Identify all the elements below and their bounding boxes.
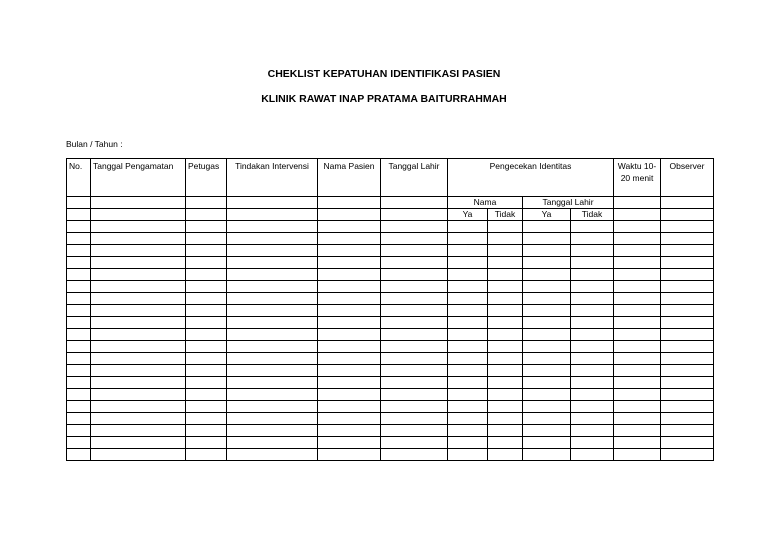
header-cell-blank — [614, 209, 661, 221]
table-cell — [488, 317, 523, 329]
header-cell-blank — [318, 197, 381, 209]
table-cell — [381, 365, 448, 377]
table-cell — [661, 245, 714, 257]
table-cell — [661, 293, 714, 305]
table-cell — [318, 245, 381, 257]
table-cell — [571, 305, 614, 317]
table-cell — [488, 281, 523, 293]
header-waktu: Waktu 10-20 menit — [614, 159, 661, 197]
table-cell — [488, 353, 523, 365]
table-cell — [523, 233, 571, 245]
table-cell — [614, 365, 661, 377]
table-cell — [67, 389, 91, 401]
table-cell — [448, 449, 488, 461]
table-cell — [661, 413, 714, 425]
table-row — [67, 293, 714, 305]
table-row — [67, 353, 714, 365]
table-cell — [488, 341, 523, 353]
table-cell — [91, 341, 186, 353]
header-cell-blank — [614, 197, 661, 209]
table-cell — [67, 329, 91, 341]
table-cell — [67, 245, 91, 257]
table-cell — [523, 269, 571, 281]
table-cell — [91, 293, 186, 305]
table-cell — [91, 437, 186, 449]
table-cell — [571, 425, 614, 437]
table-cell — [661, 401, 714, 413]
table-cell — [488, 329, 523, 341]
table-cell — [318, 233, 381, 245]
header-pengecekan-identitas: Pengecekan Identitas — [448, 159, 614, 197]
table-cell — [448, 425, 488, 437]
table-cell — [318, 317, 381, 329]
table-cell — [448, 365, 488, 377]
table-cell — [523, 245, 571, 257]
table-cell — [91, 365, 186, 377]
table-cell — [523, 389, 571, 401]
table-cell — [91, 449, 186, 461]
table-cell — [186, 245, 227, 257]
table-cell — [448, 377, 488, 389]
table-cell — [67, 437, 91, 449]
table-cell — [91, 329, 186, 341]
table-cell — [186, 389, 227, 401]
table-cell — [186, 233, 227, 245]
table-cell — [488, 449, 523, 461]
table-cell — [523, 257, 571, 269]
table-cell — [523, 365, 571, 377]
table-cell — [448, 401, 488, 413]
table-row — [67, 221, 714, 233]
table-cell — [488, 413, 523, 425]
table-cell — [67, 233, 91, 245]
table-cell — [186, 257, 227, 269]
table-row — [67, 401, 714, 413]
table-cell — [186, 221, 227, 233]
table-cell — [488, 437, 523, 449]
table-cell — [571, 437, 614, 449]
table-cell — [227, 413, 318, 425]
table-cell — [488, 221, 523, 233]
table-cell — [318, 365, 381, 377]
table-cell — [186, 269, 227, 281]
table-cell — [571, 389, 614, 401]
table-cell — [661, 317, 714, 329]
table-cell — [488, 365, 523, 377]
subheader-tidak-nama: Tidak — [488, 209, 523, 221]
header-cell-blank — [381, 209, 448, 221]
table-cell — [91, 257, 186, 269]
table-cell — [661, 377, 714, 389]
table-cell — [318, 305, 381, 317]
table-cell — [571, 293, 614, 305]
table-cell — [227, 245, 318, 257]
table-cell — [186, 305, 227, 317]
table-cell — [186, 401, 227, 413]
table-cell — [571, 413, 614, 425]
table-cell — [227, 305, 318, 317]
table-cell — [91, 317, 186, 329]
table-cell — [523, 401, 571, 413]
table-cell — [381, 449, 448, 461]
table-cell — [91, 401, 186, 413]
table-cell — [318, 437, 381, 449]
table-row — [67, 377, 714, 389]
subheader-ya-tanggal-lahir: Ya — [523, 209, 571, 221]
header-cell-blank — [661, 209, 714, 221]
table-cell — [571, 317, 614, 329]
table-cell — [614, 317, 661, 329]
table-cell — [571, 353, 614, 365]
table-cell — [381, 401, 448, 413]
table-cell — [661, 305, 714, 317]
header-tindakan-intervensi: Tindakan Intervensi — [227, 159, 318, 197]
table-cell — [523, 221, 571, 233]
table-cell — [381, 437, 448, 449]
table-cell — [318, 341, 381, 353]
table-cell — [91, 413, 186, 425]
subheader-ya-nama: Ya — [448, 209, 488, 221]
table-cell — [381, 413, 448, 425]
table-cell — [448, 305, 488, 317]
period-label: Bulan / Tahun : — [66, 139, 123, 149]
table-cell — [227, 425, 318, 437]
table-cell — [67, 341, 91, 353]
table-cell — [227, 293, 318, 305]
table-cell — [614, 377, 661, 389]
table-cell — [227, 221, 318, 233]
table-cell — [448, 329, 488, 341]
document-title: CHEKLIST KEPATUHAN IDENTIFIKASI PASIEN — [267, 68, 501, 80]
table-cell — [614, 221, 661, 233]
header-cell-blank — [91, 197, 186, 209]
subheader-tidak-tanggal-lahir: Tidak — [571, 209, 614, 221]
table-cell — [381, 353, 448, 365]
table-cell — [661, 365, 714, 377]
table-cell — [186, 449, 227, 461]
table-cell — [318, 221, 381, 233]
table-cell — [318, 353, 381, 365]
header-cell-blank — [186, 209, 227, 221]
table-cell — [661, 425, 714, 437]
table-cell — [381, 221, 448, 233]
table-cell — [381, 245, 448, 257]
table-cell — [318, 269, 381, 281]
table-cell — [488, 233, 523, 245]
table-cell — [448, 269, 488, 281]
table-cell — [67, 353, 91, 365]
table-cell — [523, 341, 571, 353]
table-cell — [488, 245, 523, 257]
table-cell — [67, 221, 91, 233]
table-row — [67, 269, 714, 281]
table-cell — [381, 341, 448, 353]
table-cell — [523, 425, 571, 437]
table-cell — [381, 281, 448, 293]
table-cell — [571, 257, 614, 269]
table-cell — [227, 269, 318, 281]
table-cell — [318, 401, 381, 413]
subheader-nama: Nama — [448, 197, 523, 209]
table-cell — [381, 257, 448, 269]
table-cell — [661, 281, 714, 293]
table-cell — [614, 401, 661, 413]
table-cell — [614, 425, 661, 437]
table-cell — [318, 449, 381, 461]
table-cell — [661, 221, 714, 233]
table-cell — [614, 437, 661, 449]
table-cell — [227, 449, 318, 461]
table-cell — [91, 281, 186, 293]
table-cell — [661, 353, 714, 365]
table-cell — [448, 437, 488, 449]
table-cell — [227, 257, 318, 269]
table-cell — [67, 377, 91, 389]
table-cell — [448, 221, 488, 233]
table-cell — [186, 329, 227, 341]
table-cell — [661, 329, 714, 341]
table-cell — [523, 437, 571, 449]
table-body — [67, 221, 714, 461]
table-cell — [227, 389, 318, 401]
table-cell — [448, 413, 488, 425]
header-cell-blank — [91, 209, 186, 221]
table-cell — [488, 269, 523, 281]
table-cell — [614, 245, 661, 257]
table-cell — [614, 233, 661, 245]
table-cell — [67, 425, 91, 437]
table-cell — [523, 329, 571, 341]
table-row — [67, 365, 714, 377]
table-cell — [571, 329, 614, 341]
table-cell — [614, 293, 661, 305]
table-cell — [91, 245, 186, 257]
table-cell — [318, 257, 381, 269]
table-row — [67, 389, 714, 401]
header-cell-blank — [227, 209, 318, 221]
header-tanggal-pengamatan: Tanggal Pengamatan — [91, 159, 186, 197]
table-cell — [67, 317, 91, 329]
table-row — [67, 257, 714, 269]
table-cell — [448, 341, 488, 353]
table-cell — [571, 221, 614, 233]
table-cell — [186, 341, 227, 353]
table-cell — [488, 293, 523, 305]
table-cell — [448, 293, 488, 305]
header-cell-blank — [186, 197, 227, 209]
table-cell — [381, 317, 448, 329]
subheader-tanggal-lahir: Tanggal Lahir — [523, 197, 614, 209]
header-observer: Observer — [661, 159, 714, 197]
table-row — [67, 245, 714, 257]
table-cell — [186, 353, 227, 365]
table-cell — [381, 293, 448, 305]
table-cell — [67, 413, 91, 425]
table-cell — [186, 317, 227, 329]
table-cell — [381, 389, 448, 401]
table-cell — [448, 317, 488, 329]
table-row — [67, 437, 714, 449]
table-cell — [381, 233, 448, 245]
table-cell — [91, 353, 186, 365]
table-cell — [523, 377, 571, 389]
table-cell — [523, 317, 571, 329]
table-cell — [488, 401, 523, 413]
table-cell — [381, 329, 448, 341]
table-cell — [186, 437, 227, 449]
table-cell — [67, 281, 91, 293]
table-cell — [227, 329, 318, 341]
table-cell — [186, 281, 227, 293]
table-cell — [614, 257, 661, 269]
header-cell-blank — [67, 209, 91, 221]
table-cell — [318, 329, 381, 341]
table-cell — [614, 449, 661, 461]
table-cell — [91, 269, 186, 281]
header-petugas: Petugas — [186, 159, 227, 197]
table-cell — [661, 269, 714, 281]
table-cell — [661, 437, 714, 449]
table-cell — [381, 269, 448, 281]
table-cell — [91, 377, 186, 389]
table-cell — [488, 377, 523, 389]
table-cell — [571, 401, 614, 413]
table-cell — [91, 221, 186, 233]
table-cell — [227, 353, 318, 365]
table-cell — [67, 293, 91, 305]
checklist-table — [66, 158, 714, 461]
table-cell — [227, 377, 318, 389]
table-cell — [318, 293, 381, 305]
table-cell — [661, 389, 714, 401]
header-cell-blank — [381, 197, 448, 209]
table-cell — [227, 233, 318, 245]
table-cell — [381, 377, 448, 389]
table-cell — [67, 365, 91, 377]
table-cell — [614, 341, 661, 353]
table-row — [67, 233, 714, 245]
table-row — [67, 341, 714, 353]
table-cell — [614, 353, 661, 365]
table-row — [67, 305, 714, 317]
table-cell — [614, 305, 661, 317]
table-cell — [186, 377, 227, 389]
table-cell — [67, 257, 91, 269]
table-cell — [523, 281, 571, 293]
table-cell — [318, 389, 381, 401]
table-row — [67, 329, 714, 341]
table-cell — [67, 305, 91, 317]
table-cell — [91, 425, 186, 437]
table-cell — [67, 401, 91, 413]
table-cell — [448, 233, 488, 245]
table-row — [67, 281, 714, 293]
table-cell — [91, 233, 186, 245]
table-cell — [381, 425, 448, 437]
table-cell — [571, 269, 614, 281]
table-cell — [571, 377, 614, 389]
table-cell — [318, 425, 381, 437]
table-row — [67, 413, 714, 425]
header-no: No. — [67, 159, 91, 197]
table-cell — [661, 233, 714, 245]
table-cell — [523, 353, 571, 365]
table-cell — [523, 293, 571, 305]
header-cell-blank — [67, 197, 91, 209]
table-cell — [571, 449, 614, 461]
table-cell — [448, 353, 488, 365]
table-cell — [523, 305, 571, 317]
table-row — [67, 317, 714, 329]
table-cell — [227, 341, 318, 353]
table-cell — [614, 281, 661, 293]
table-cell — [186, 293, 227, 305]
table-cell — [227, 365, 318, 377]
table-cell — [488, 425, 523, 437]
table-cell — [67, 269, 91, 281]
header-cell-blank — [318, 209, 381, 221]
table-cell — [186, 413, 227, 425]
table-cell — [571, 341, 614, 353]
table-cell — [67, 449, 91, 461]
table-row — [67, 449, 714, 461]
table-cell — [661, 449, 714, 461]
table-cell — [227, 281, 318, 293]
table-row — [67, 425, 714, 437]
table-cell — [227, 401, 318, 413]
table-cell — [488, 257, 523, 269]
table-cell — [227, 437, 318, 449]
table-cell — [614, 269, 661, 281]
table-cell — [318, 281, 381, 293]
table-cell — [614, 413, 661, 425]
table-cell — [488, 305, 523, 317]
table-cell — [186, 425, 227, 437]
table-cell — [488, 389, 523, 401]
table-cell — [571, 365, 614, 377]
table-cell — [381, 305, 448, 317]
table-cell — [186, 365, 227, 377]
table-cell — [614, 389, 661, 401]
table-cell — [448, 389, 488, 401]
table-cell — [448, 245, 488, 257]
table-cell — [571, 281, 614, 293]
table-cell — [614, 329, 661, 341]
table-cell — [571, 233, 614, 245]
table-cell — [661, 341, 714, 353]
header-cell-blank — [227, 197, 318, 209]
header-tanggal-lahir: Tanggal Lahir — [381, 159, 448, 197]
header-nama-pasien: Nama Pasien — [318, 159, 381, 197]
table-cell — [448, 281, 488, 293]
table-cell — [448, 257, 488, 269]
table-cell — [523, 413, 571, 425]
table-cell — [523, 449, 571, 461]
clinic-name: KLINIK RAWAT INAP PRATAMA BAITURRAHMAH — [261, 93, 507, 105]
table-cell — [318, 377, 381, 389]
table-cell — [91, 305, 186, 317]
table-cell — [227, 317, 318, 329]
table-cell — [91, 389, 186, 401]
table-cell — [661, 257, 714, 269]
table-cell — [318, 413, 381, 425]
table-cell — [571, 245, 614, 257]
header-cell-blank — [661, 197, 714, 209]
